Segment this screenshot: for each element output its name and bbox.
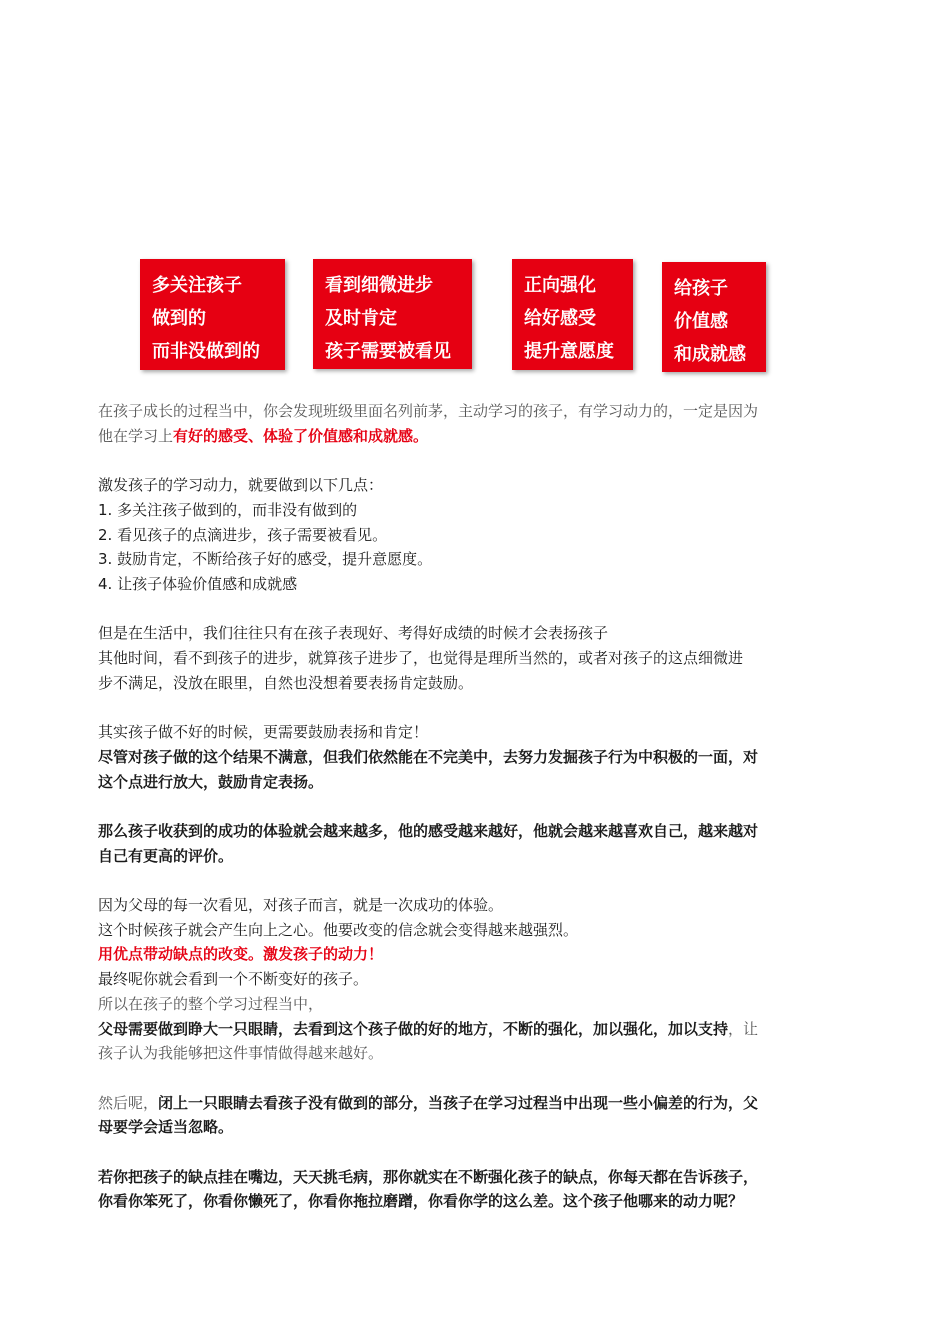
text-line [98,424,846,449]
box-line: 给好感受 [524,308,596,329]
bold-text-line: 你看你笨死了，你看你懒死了，你看你拖拉磨蹭，你看你学的这么差。这个孩子他哪来的动力呢？ [98,1192,744,1211]
bold-text: 父母需要做到睁大一只眼睛，去看到这个孩子做的好的地方，不断的强化，加以强化，加以支持 [98,1019,729,1038]
box-line: 提升意愿度 [524,341,614,362]
article-body [98,399,846,1214]
list-item: 4. 让孩子体验价值感和成就感 [98,574,298,593]
paragraph-encourage [98,720,846,794]
paragraph-success [98,819,846,868]
summary-box-value-achievement [662,262,766,372]
bold-text-line: 尽管对孩子做的这个结果不满意，但我们依然能在不完美中，去努力发掘孩子行为中积极的一面，对 [98,747,759,766]
text-line: 但是在生活中，我们往往只有在孩子表现好、考得好成绩的时候才会表扬孩子 [98,624,609,643]
list-item: 1. 多关注孩子做到的，而非没有做到的 [98,500,358,519]
summary-box-focus-achievements [140,259,285,370]
text-line: 其实孩子做不好的时候，更需要鼓励表扬和肯定！ [98,723,429,742]
text-line: 步不满足，没放在眼里，自然也没想着要表扬肯定鼓励。 [98,673,474,692]
box-line: 孩子需要被看见 [325,341,451,362]
text-line: 因为父母的每一次看见，对孩子而言，就是一次成功的体验。 [98,895,504,914]
text-line: 这个时候孩子就会产生向上之心。他要改变的信念就会变得越来越强烈。 [98,920,579,939]
box-line: 和成就感 [674,344,746,365]
box-line: 正向强化 [524,275,596,296]
highlight-text: 用优点带动缺点的改变。激发孩子的动力！ [98,945,384,964]
box-line: 及时肯定 [325,308,397,329]
paragraph-faults [98,1165,846,1214]
bold-text-line: 自己有更高的评价。 [98,846,234,865]
summary-box-see-progress [313,259,472,369]
box-line: 多关注孩子 [152,275,242,296]
paragraph-intro [98,399,846,448]
box-line: 价值感 [674,311,728,332]
text-line: 最终呢你就会看到一个不断变好的孩子。 [98,970,369,989]
bold-text-line: 这个点进行放大，鼓励肯定表扬。 [98,772,324,791]
paragraph-daily-life [98,621,846,695]
list-item: 2. 看见孩子的点滴进步，孩子需要被看见。 [98,525,388,544]
text-span: 然后呢， [98,1093,159,1112]
summary-boxes [0,0,950,380]
text-line [98,1017,846,1042]
paragraph-parents [98,893,846,1066]
highlight-text: 有好的感受、体验了价值感和成就感。 [173,426,429,445]
box-line: 给孩子 [674,278,728,299]
summary-box-positive-reinforcement [512,259,633,370]
text-line: 其他时间，看不到孩子的进步，就算孩子进步了，也觉得是理所当然的，或者对孩子的这点细微进 [98,649,744,667]
paragraph-ignore [98,1091,846,1140]
text-line: 孩子认为我能够把这件事情做得越来越好。 [98,1044,384,1063]
text-line: 激发孩子的学习动力，就要做到以下几点： [98,476,384,495]
bold-text-line: 母要学会适当忽略。 [98,1118,234,1137]
text-line: 在孩子成长的过程当中，你会发现班级里面名列前茅，主动学习的孩子，有学习动力的，一定是因为 [98,402,759,420]
text-span: 他在学习上 [98,426,174,445]
bold-text-line: 若你把孩子的缺点挂在嘴边，天天挑毛病，那你就实在不断强化孩子的缺点，你每天都在告诉孩子， [98,1167,759,1186]
bold-text-line: 那么孩子收获到的成功的体验就会越来越多，他的感受越来越好，他就会越来越喜欢自己，越来越对 [98,821,759,840]
paragraph-points [98,473,846,597]
text-line: 所以在孩子的整个学习过程当中， [98,994,324,1013]
text-span: ，让 [728,1019,759,1038]
box-line: 看到细微进步 [325,275,433,296]
list-item: 3. 鼓励肯定，不断给孩子好的感受，提升意愿度。 [98,550,433,569]
bold-text: 闭上一只眼睛去看孩子没有做到的部分，当孩子在学习过程当中出现一些小偏差的行为，父 [158,1093,759,1112]
box-line: 而非没做到的 [152,341,260,362]
box-line: 做到的 [152,308,206,329]
text-line [98,1091,846,1116]
